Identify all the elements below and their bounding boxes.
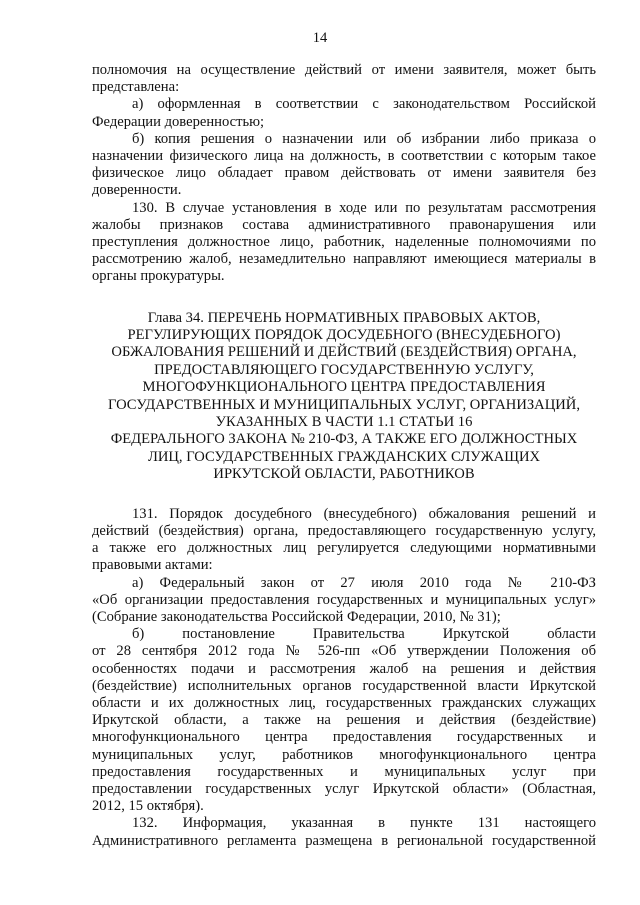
text-line: физическое лицо обладает правом действовать от имени заявителя без	[92, 165, 596, 182]
text-line: 131. Порядок досудебного (внесудебного) обжалования решений и	[132, 505, 596, 522]
heading-line: ИРКУТСКОЙ ОБЛАСТИ, РАБОТНИКОВ	[213, 466, 475, 483]
text-line: представлена:	[92, 79, 180, 96]
text-line: 132. Информация, указанная в пункте 131 настоящего	[132, 815, 596, 832]
text-line: области и их должностных лиц, государственных гражданских служащих	[92, 694, 596, 711]
paragraph-132	[92, 815, 596, 849]
text-line: действий (бездействия) органа, предоставляющего государственную услугу,	[92, 522, 596, 539]
text-line: (бездействие) исполнительных органов государственной власти Иркутской	[92, 677, 596, 694]
paragraph-131	[92, 506, 596, 575]
text-line: правовыми актами:	[92, 557, 213, 574]
text-line: муниципальных услуг, работников многофункционального центра	[92, 746, 596, 763]
list-item-b	[92, 131, 596, 200]
heading-line: ОБЖАЛОВАНИЯ РЕШЕНИЙ И ДЕЙСТВИЙ (БЕЗДЕЙСТВИЯ) ОРГАНА,	[111, 344, 577, 361]
list-item-a	[92, 96, 596, 130]
paragraph-131-item-a	[92, 575, 596, 627]
text-line: назначении физического лица на должность, в соответствии с которым такое	[92, 148, 596, 165]
paragraph-continuation	[92, 62, 596, 96]
text-line: органы прокуратуры.	[92, 268, 225, 285]
text-line: а также его должностных лиц регулируется следующими нормативными	[92, 540, 596, 557]
text-line: многофункционального центра предоставления государственных и	[92, 729, 596, 746]
paragraph-130	[92, 200, 596, 286]
text-line: предоставления государственных и муниципальных услуг при	[92, 763, 596, 780]
heading-line: УКАЗАННЫХ В ЧАСТИ 1.1 СТАТЬИ 16	[215, 414, 473, 431]
text-line: б) постановление Правительства Иркутской области	[132, 626, 596, 643]
text-line: полномочия на осуществление действий от имени заявителя, может быть	[92, 62, 596, 78]
heading-line: ЛИЦ, ГОСУДАРСТВЕННЫХ ГРАЖДАНСКИХ СЛУЖАЩИХ	[147, 448, 541, 465]
heading-line: МНОГОФУНКЦИОНАЛЬНОГО ЦЕНТРА ПРЕДОСТАВЛЕНИЯ	[142, 379, 546, 396]
text-line: предоставлении государственных услуг Иркутской области» (Областная,	[92, 780, 596, 797]
text-line: 130. В случае установления в ходе или по результатам рассмотрения	[132, 199, 596, 216]
heading-line: Глава 34. ПЕРЕЧЕНЬ НОРМАТИВНЫХ ПРАВОВЫХ АКТОВ,	[147, 309, 541, 326]
text-line: «Об организации предоставления государственных и муниципальных услуг»	[92, 591, 596, 608]
text-line: Административного регламента размещена в региональной государственной	[92, 832, 596, 849]
heading-line: ФЕДЕРАЛЬНОГО ЗАКОНА № 210-ФЗ, А ТАКЖЕ ЕГО ДОЛЖНОСТНЫХ	[110, 431, 578, 448]
document-body	[92, 62, 596, 850]
text-line: а) Федеральный закон от 27 июля 2010 года № 210-ФЗ	[132, 574, 596, 591]
paragraph-131-item-b	[92, 626, 596, 815]
text-line: рассмотрению жалоб, незамедлительно направляют имеющиеся материалы в	[92, 251, 596, 268]
text-line: Федерации доверенностью;	[92, 113, 265, 130]
chapter-heading	[92, 310, 596, 484]
text-line: 2012, 15 октября).	[92, 798, 204, 815]
text-line: доверенности.	[92, 182, 182, 199]
text-line: жалобы признаков состава административного правонарушения или	[92, 216, 596, 233]
text-line: б) копия решения о назначении или об избрании либо приказа о	[132, 130, 596, 147]
heading-line: ГОСУДАРСТВЕННЫХ И МУНИЦИПАЛЬНЫХ УСЛУГ, ОРГАНИЗАЦИЙ,	[108, 396, 580, 413]
text-line: преступления должностное лицо, работник, наделенные полномочиями по	[92, 234, 596, 251]
text-line: особенностях подачи и рассмотрения жалоб на решения и действия	[92, 660, 596, 677]
heading-line: РЕГУЛИРУЮЩИХ ПОРЯДОК ДОСУДЕБНОГО (ВНЕСУДЕБНОГО)	[127, 327, 561, 344]
page-number: 14	[312, 30, 328, 46]
text-line: Иркутской области, а также на решения и действия (бездействие)	[92, 712, 596, 729]
text-line: а) оформленная в соответствии с законодательством Российской	[132, 96, 596, 113]
text-line: от 28 сентября 2012 года № 526-пп «Об утверждении Положения об	[92, 643, 596, 660]
text-line: (Собрание законодательства Российской Федерации, 2010, № 31);	[92, 608, 501, 625]
heading-line: ПРЕДОСТАВЛЯЮЩЕГО ГОСУДАРСТВЕННУЮ УСЛУГУ,	[154, 361, 534, 378]
